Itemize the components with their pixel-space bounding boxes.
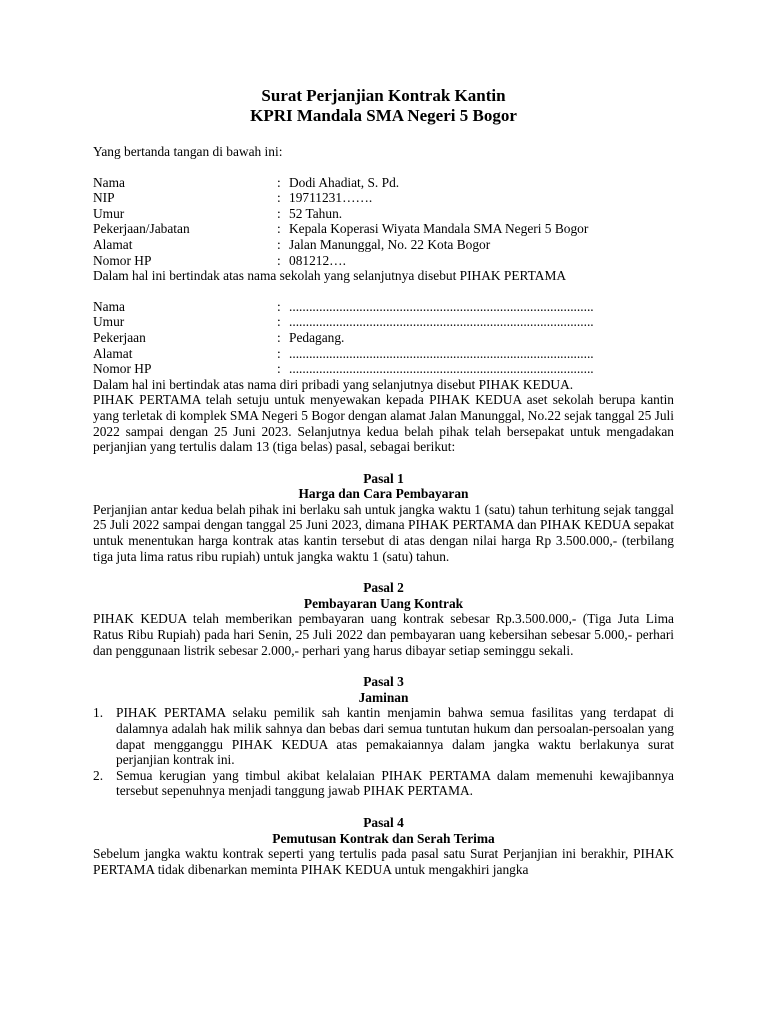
field-separator: : — [277, 236, 281, 252]
list-item-number: 2. — [93, 767, 104, 783]
field-separator: : — [277, 329, 281, 345]
field-label: Pekerjaan — [93, 329, 146, 345]
field-label: Umur — [93, 205, 125, 221]
field-label: Nomor HP — [93, 252, 152, 268]
pasal-1-title: Harga dan Cara Pembayaran — [298, 486, 469, 502]
field-label: Nama — [93, 298, 125, 314]
field-label: Nomor HP — [93, 361, 152, 377]
pihak-pertama-identity — [93, 175, 674, 269]
field-value: Pedagang. — [289, 329, 345, 345]
identity-row — [93, 221, 674, 237]
identity-row — [93, 361, 674, 377]
identity-row — [93, 314, 674, 330]
field-separator: : — [277, 221, 281, 237]
field-value: 081212…. — [289, 252, 346, 268]
field-separator: : — [277, 298, 281, 314]
pihak-kedua-identity — [93, 299, 674, 377]
field-separator: : — [277, 252, 281, 268]
identity-row — [93, 299, 674, 315]
list-item — [93, 768, 674, 799]
intro-text: Yang bertanda tangan di bawah ini: — [93, 144, 283, 159]
agreement-paragraph: PIHAK PERTAMA telah setuju untuk menyewakan kepada PIHAK KEDUA aset sekolah berupa kantin yang terletak di komplek SMA Negeri 5 Bogor dengan alamat Jalan Manunggal, No.22 sejak tanggal 25 Juli 2022 sampai dengan 25 Juni 2023. Selanjutnya kedua belah pihak telah bersepakat untuk mengadakan perjanjian yang tertulis dalam 13 (tiga belas) pasal, sebagai berikut: — [93, 392, 674, 455]
field-separator: : — [277, 205, 281, 221]
pasal-4-number: Pasal 4 — [363, 814, 404, 830]
pihak-pertama-statement: Dalam hal ini bertindak atas nama sekolah yang selanjutnya disebut PIHAK PERTAMA — [93, 268, 567, 284]
pasal-2-number: Pasal 2 — [363, 580, 404, 596]
field-value-blank: ........................................................................................... — [289, 298, 594, 314]
pasal-2-body: PIHAK KEDUA telah memberikan pembayaran uang kontrak sebesar Rp.3.500.000,- (Tiga Juta Lima Ratus Ribu Rupiah) pada hari Senin, 25 Juli 2022 dan pembayaran uang kebersihan sebesar 5.000,- perhari dan penggunaan listrik sebesar 2.000,- perhari yang harus dibayar setiap seminggu sekali. — [93, 611, 674, 658]
list-item — [93, 705, 674, 767]
field-label: Umur — [93, 314, 125, 330]
field-value-blank: ........................................................................................... — [289, 361, 594, 377]
field-value: Dodi Ahadiat, S. Pd. — [289, 174, 400, 190]
pasal-4-title: Pemutusan Kontrak dan Serah Terima — [272, 830, 495, 846]
field-value: Kepala Koperasi Wiyata Mandala SMA Negeri 5 Bogor — [289, 221, 589, 237]
title-line-1: Surat Perjanjian Kontrak Kantin — [261, 86, 506, 105]
field-separator: : — [277, 345, 281, 361]
pasal-3-list — [93, 705, 674, 799]
field-label: Nama — [93, 174, 125, 190]
list-item-text: Semua kerugian yang timbul akibat kelalaian PIHAK PERTAMA dalam memenuhi kewajibannya tersebut sepenuhnya menjadi tanggung jawab PIHAK PERTAMA. — [116, 767, 674, 799]
field-value-blank: ........................................................................................... — [289, 345, 594, 361]
identity-row — [93, 237, 674, 253]
identity-row — [93, 330, 674, 346]
pasal-4-body: Sebelum jangka waktu kontrak seperti yang tertulis pada pasal satu Surat Perjanjian ini berakhir, PIHAK PERTAMA tidak dibenarkan meminta PIHAK KEDUA untuk mengakhiri jangka — [93, 846, 674, 877]
field-separator: : — [277, 174, 281, 190]
field-label: Alamat — [93, 345, 133, 361]
document-title — [93, 86, 674, 126]
field-separator: : — [277, 314, 281, 330]
field-label: Alamat — [93, 236, 133, 252]
field-separator: : — [277, 361, 281, 377]
list-item-number: 1. — [93, 705, 104, 721]
pasal-1-body: Perjanjian antar kedua belah pihak ini berlaku sah untuk jangka waktu 1 (satu) tahun terhitung sejak tanggal 25 Juli 2022 sampai dengan tanggal 25 Juni 2023, dimana PIHAK PERTAMA dan PIHAK KEDUA sepakat untuk menentukan harga kontrak atas kantin tersebut di atas dengan nilai harga Rp 3.500.000,- (terbilang tiga juta lima ratus ribu rupiah) untuk jangka waktu 1 (satu) tahun. — [93, 501, 674, 564]
field-separator: : — [277, 190, 281, 206]
pasal-3-number: Pasal 3 — [363, 674, 404, 690]
list-item-text: PIHAK PERTAMA selaku pemilik sah kantin menjamin bahwa semua fasilitas yang terdapat di dalamnya adalah hak milik sahnya dan bebas dari semua tuntutan hukum dan persoalan-persoalan yang dapat mengganggu PIHAK KEDUA atas pemakaiannya dalam jangka waktu berlakunya surat perjanjian kontrak ini. — [116, 705, 674, 768]
field-value: Jalan Manunggal, No. 22 Kota Bogor — [289, 236, 491, 252]
pasal-3-title: Jaminan — [358, 689, 409, 705]
identity-row — [93, 253, 674, 269]
field-value: 52 Tahun. — [289, 205, 343, 221]
identity-row — [93, 175, 674, 191]
field-value: 19711231……. — [289, 190, 373, 206]
field-label: Pekerjaan/Jabatan — [93, 221, 190, 237]
field-label: NIP — [93, 190, 115, 206]
field-value-blank: ........................................................................................... — [289, 314, 594, 330]
identity-row — [93, 346, 674, 362]
pasal-1-number: Pasal 1 — [363, 470, 404, 486]
identity-row — [93, 206, 674, 222]
pihak-kedua-statement: Dalam hal ini bertindak atas nama diri pribadi yang selanjutnya disebut PIHAK KEDUA. — [93, 376, 574, 392]
title-line-2: KPRI Mandala SMA Negeri 5 Bogor — [250, 106, 517, 125]
pasal-2-title: Pembayaran Uang Kontrak — [303, 595, 464, 611]
identity-row — [93, 190, 674, 206]
